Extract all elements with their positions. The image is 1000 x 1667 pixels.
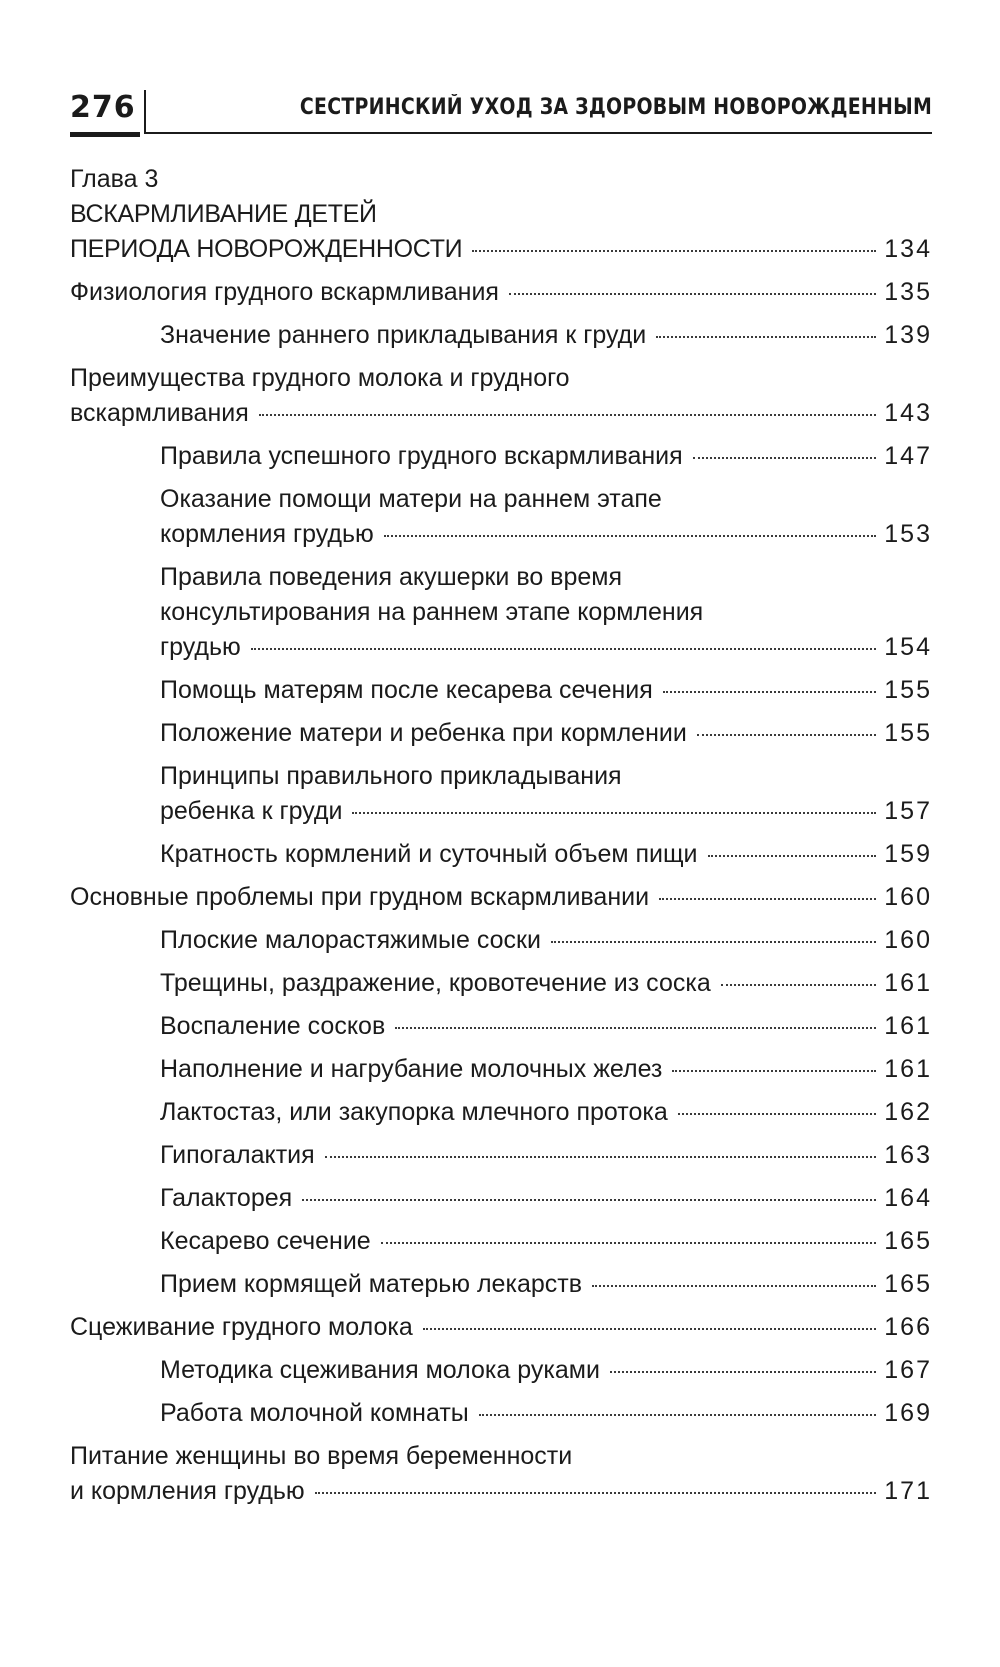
chapter-label: Глава 3 xyxy=(70,165,159,193)
toc-entry xyxy=(70,673,932,708)
dot-leader xyxy=(395,1027,876,1029)
page-number-underline xyxy=(70,132,140,137)
toc-entry-last-line xyxy=(160,923,932,958)
toc-entry-last-line xyxy=(160,1224,932,1259)
toc-entry xyxy=(70,1224,932,1259)
dot-leader xyxy=(672,1070,876,1072)
toc-entry-text: Наполнение и нагрубание молочных желез xyxy=(160,1055,663,1083)
toc-entry-text: Прием кормящей матерью лекарств xyxy=(160,1270,582,1298)
toc-entry xyxy=(70,716,932,751)
dot-leader xyxy=(693,457,877,459)
toc-page-number: 162 xyxy=(884,1098,932,1126)
toc-page-number: 161 xyxy=(884,1055,932,1083)
toc-entry xyxy=(70,759,932,829)
dot-leader xyxy=(251,648,877,650)
running-title: СЕСТРИНСКИЙ УХОД ЗА ЗДОРОВЫМ НОВОРОЖДЕННЫМ xyxy=(299,95,932,120)
toc-entry-text: Кратность кормлений и суточный объем пищи xyxy=(160,840,698,868)
toc-entry-text: Значение раннего прикладывания к груди xyxy=(160,321,647,349)
dot-leader xyxy=(479,1414,877,1416)
toc-entry xyxy=(70,1396,932,1431)
toc-entry-last-line xyxy=(70,396,932,431)
toc-entry-text: кормления грудью xyxy=(160,520,374,548)
chapter-title-line: ПЕРИОДА НОВОРОЖДЕННОСТИ xyxy=(70,235,463,263)
toc-entry xyxy=(70,275,932,310)
dot-leader xyxy=(708,855,877,857)
toc-page-number: 164 xyxy=(884,1184,932,1212)
toc-page-number: 157 xyxy=(884,797,932,825)
toc-entry xyxy=(70,1138,932,1173)
toc-entry-last-line xyxy=(160,1396,932,1431)
toc-entry-text: Галакторея xyxy=(160,1184,293,1212)
toc-entry-text: Оказание помощи матери на раннем этапе xyxy=(160,485,662,513)
toc-entry-text: Методика сцеживания молока руками xyxy=(160,1356,600,1384)
toc-entry-text: Положение матери и ребенка при кормлении xyxy=(160,719,687,747)
toc-entry xyxy=(70,1181,932,1216)
toc-entry-text: Основные проблемы при грудном вскармливании xyxy=(70,883,650,911)
toc-entry-text: Помощь матерям после кесарева сечения xyxy=(160,676,653,704)
toc-entry-text: Принципы правильного прикладывания xyxy=(160,762,622,790)
toc-page-number: 153 xyxy=(884,520,932,548)
toc-page-number: 165 xyxy=(884,1227,932,1255)
toc-page-number: 159 xyxy=(884,840,932,868)
toc-entry xyxy=(70,1009,932,1044)
toc-entry xyxy=(70,560,932,665)
toc-entry-last-line xyxy=(160,1095,932,1130)
dot-leader xyxy=(610,1371,876,1373)
toc-page-number: 154 xyxy=(884,633,932,661)
toc-entry xyxy=(70,482,932,552)
toc-entry-text: Правила поведения акушерки во время xyxy=(160,563,622,591)
dot-leader xyxy=(697,734,876,736)
toc-entry-text: ребенка к груди xyxy=(160,797,343,825)
toc-entry-last-line xyxy=(160,1267,932,1302)
toc-entry-last-line xyxy=(70,880,932,915)
toc-entry-last-line xyxy=(160,837,932,872)
dot-leader xyxy=(472,250,876,252)
toc-entry xyxy=(70,837,932,872)
toc-entry-last-line xyxy=(160,517,932,552)
chapter-title-entry xyxy=(70,197,932,267)
toc-entry-text: Физиология грудного вскармливания xyxy=(70,278,499,306)
toc-entry xyxy=(70,439,932,474)
toc-entry xyxy=(70,923,932,958)
toc-entry xyxy=(70,966,932,1001)
chapter-title-line: ВСКАРМЛИВАНИЕ ДЕТЕЙ xyxy=(70,200,377,228)
toc-entry-last-line xyxy=(160,1181,932,1216)
toc-entry-text: Питание женщины во время беременности xyxy=(70,1442,573,1470)
toc-page-number: 155 xyxy=(884,676,932,704)
dot-leader xyxy=(659,898,876,900)
page-number: 276 xyxy=(70,90,136,125)
dot-leader xyxy=(325,1156,877,1158)
dot-leader xyxy=(259,414,877,416)
toc-entry xyxy=(70,1439,932,1509)
dot-leader xyxy=(509,293,876,295)
toc-page-number: 134 xyxy=(884,235,932,263)
toc-entry-last-line xyxy=(160,1052,932,1087)
dot-leader xyxy=(678,1113,877,1115)
toc-entry-last-line xyxy=(160,1138,932,1173)
dot-leader xyxy=(663,691,876,693)
toc-entry xyxy=(70,1353,932,1388)
table-of-contents xyxy=(70,162,932,1517)
toc-entry-last-line xyxy=(160,966,932,1001)
header-vertical-divider xyxy=(144,90,146,134)
toc-entry-text: Трещины, раздражение, кровотечение из соска xyxy=(160,969,711,997)
running-header xyxy=(70,88,932,138)
toc-entry-last-line xyxy=(160,439,932,474)
toc-entry xyxy=(70,1267,932,1302)
dot-leader xyxy=(551,941,876,943)
toc-entry xyxy=(70,1095,932,1130)
toc-page-number: 161 xyxy=(884,1012,932,1040)
toc-entry xyxy=(70,1310,932,1345)
toc-entry-last-line xyxy=(70,275,932,310)
dot-leader xyxy=(721,984,877,986)
toc-page-number: 143 xyxy=(884,399,932,427)
toc-entry-text: консультирования на раннем этапе кормления xyxy=(160,598,704,626)
toc-entry xyxy=(70,1052,932,1087)
toc-entry-text: Плоские малорастяжимые соски xyxy=(160,926,541,954)
toc-page-number: 165 xyxy=(884,1270,932,1298)
dot-leader xyxy=(302,1199,876,1201)
toc-entry-last-line xyxy=(160,794,932,829)
toc-entry-last-line xyxy=(160,673,932,708)
toc-entries xyxy=(70,275,932,1509)
toc-entry-text: Сцеживание грудного молока xyxy=(70,1313,413,1341)
toc-entry-last-line xyxy=(160,630,932,665)
toc-entry-text: Работа молочной комнаты xyxy=(160,1399,469,1427)
dot-leader xyxy=(656,336,876,338)
dot-leader xyxy=(381,1242,877,1244)
toc-entry-text: Кесарево сечение xyxy=(160,1227,371,1255)
dot-leader xyxy=(423,1328,877,1330)
toc-page-number: 167 xyxy=(884,1356,932,1384)
toc-page-number: 169 xyxy=(884,1399,932,1427)
toc-entry-last-line xyxy=(160,1009,932,1044)
toc-page-number: 135 xyxy=(884,278,932,306)
toc-entry-last-line xyxy=(160,318,932,353)
toc-entry xyxy=(70,880,932,915)
toc-page-number: 160 xyxy=(884,926,932,954)
header-rule xyxy=(144,132,932,134)
dot-leader xyxy=(384,535,877,537)
toc-page-number: 163 xyxy=(884,1141,932,1169)
toc-entry-text: Лактостаз, или закупорка млечного протока xyxy=(160,1098,668,1126)
dot-leader xyxy=(592,1285,876,1287)
toc-entry-text: Преимущества грудного молока и грудного xyxy=(70,364,570,392)
toc-page-number: 147 xyxy=(884,442,932,470)
toc-page-number: 171 xyxy=(884,1477,932,1505)
toc-page-number: 155 xyxy=(884,719,932,747)
toc-entry-last-line xyxy=(70,1474,932,1509)
toc-entry-text: и кормления грудью xyxy=(70,1477,305,1505)
toc-entry xyxy=(70,318,932,353)
toc-entry-text: Гипогалактия xyxy=(160,1141,315,1169)
toc-entry-last-line xyxy=(160,1353,932,1388)
dot-leader xyxy=(315,1492,877,1494)
toc-page-number: 161 xyxy=(884,969,932,997)
toc-entry-text: Воспаление сосков xyxy=(160,1012,386,1040)
toc-entry xyxy=(70,361,932,431)
dot-leader xyxy=(352,812,876,814)
toc-page-number: 166 xyxy=(884,1313,932,1341)
toc-page-number: 160 xyxy=(884,883,932,911)
chapter-title-last-line xyxy=(70,232,932,267)
toc-entry-text: грудью xyxy=(160,633,241,661)
toc-entry-last-line xyxy=(70,1310,932,1345)
toc-page-number: 139 xyxy=(884,321,932,349)
toc-entry-text: вскармливания xyxy=(70,399,249,427)
toc-entry-last-line xyxy=(160,716,932,751)
toc-entry-text: Правила успешного грудного вскармливания xyxy=(160,442,683,470)
